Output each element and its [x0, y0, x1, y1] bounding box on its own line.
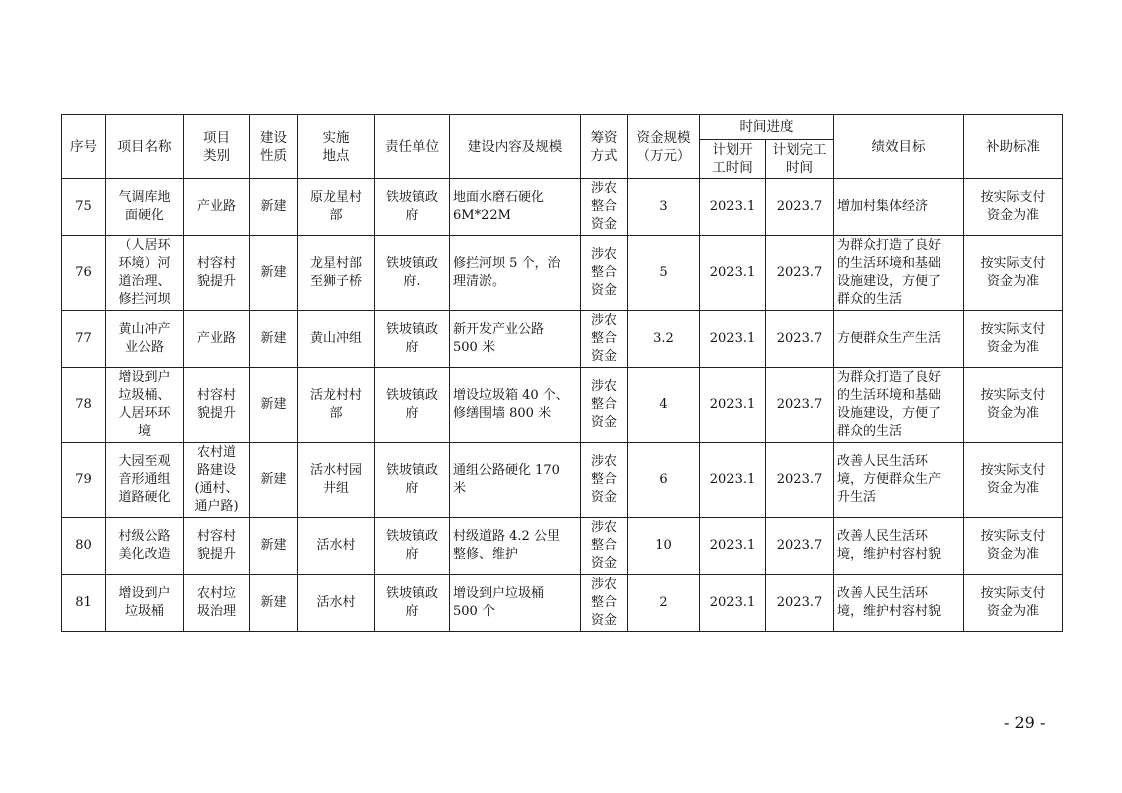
cell-nature: 新建 [250, 179, 298, 236]
cell-category: 农村道 路建设 (通村、 通户路) [184, 443, 250, 518]
cell-location: 黄山冲组 [298, 311, 375, 368]
cell-name: 村级公路 美化改造 [106, 518, 184, 575]
cell-index: 81 [62, 575, 106, 632]
header-nature: 建设 性质 [250, 115, 298, 179]
cell-category: 产业路 [184, 311, 250, 368]
cell-funding: 涉农 整合 资金 [581, 236, 628, 311]
cell-start: 2023.1 [700, 575, 766, 632]
cell-unit: 铁坡镇政 府 [375, 311, 450, 368]
cell-location: 原龙星村 部 [298, 179, 375, 236]
cell-category: 村容村 貌提升 [184, 236, 250, 311]
header-subsidy: 补助标准 [964, 115, 1063, 179]
cell-funding: 涉农 整合 资金 [581, 575, 628, 632]
cell-category: 农村垃 圾治理 [184, 575, 250, 632]
cell-content: 增设到户垃圾桶 500 个 [450, 575, 581, 632]
cell-amount: 6 [628, 443, 700, 518]
cell-goal: 为群众打造了良好 的生活环境和基础 设施建设，方便了 群众的生活 [834, 368, 964, 443]
cell-start: 2023.1 [700, 311, 766, 368]
cell-nature: 新建 [250, 368, 298, 443]
cell-location: 龙星村部 至狮子桥 [298, 236, 375, 311]
cell-index: 80 [62, 518, 106, 575]
cell-location: 活水村 [298, 575, 375, 632]
table-row [62, 179, 1063, 236]
cell-unit: 铁坡镇政 府 [375, 575, 450, 632]
header-location: 实施 地点 [298, 115, 375, 179]
header-end: 计划完工 时间 [766, 140, 834, 179]
table-row [62, 236, 1063, 311]
cell-subsidy: 按实际支付 资金为准 [964, 368, 1063, 443]
header-name: 项目名称 [106, 115, 184, 179]
table-body [62, 179, 1063, 632]
cell-funding: 涉农 整合 资金 [581, 443, 628, 518]
cell-index: 77 [62, 311, 106, 368]
cell-content: 通组公路硬化 170 米 [450, 443, 581, 518]
cell-subsidy: 按实际支付 资金为准 [964, 179, 1063, 236]
cell-end: 2023.7 [766, 575, 834, 632]
cell-nature: 新建 [250, 518, 298, 575]
cell-content: 增设垃圾箱 40 个、 修缮围墙 800 米 [450, 368, 581, 443]
cell-funding: 涉农 整合 资金 [581, 518, 628, 575]
cell-unit: 铁坡镇政 府 [375, 518, 450, 575]
cell-funding: 涉农 整合 资金 [581, 311, 628, 368]
cell-name: 气调库地 面硬化 [106, 179, 184, 236]
cell-start: 2023.1 [700, 368, 766, 443]
header-start: 计划开 工时间 [700, 140, 766, 179]
cell-content: 村级道路 4.2 公里 整修、维护 [450, 518, 581, 575]
cell-location: 活龙村村 部 [298, 368, 375, 443]
cell-amount: 2 [628, 575, 700, 632]
cell-amount: 10 [628, 518, 700, 575]
cell-index: 78 [62, 368, 106, 443]
cell-end: 2023.7 [766, 236, 834, 311]
header-funding: 筹资 方式 [581, 115, 628, 179]
cell-start: 2023.1 [700, 179, 766, 236]
cell-amount: 5 [628, 236, 700, 311]
cell-end: 2023.7 [766, 368, 834, 443]
cell-subsidy: 按实际支付 资金为准 [964, 236, 1063, 311]
cell-category: 产业路 [184, 179, 250, 236]
cell-end: 2023.7 [766, 179, 834, 236]
table-row [62, 311, 1063, 368]
header-unit: 责任单位 [375, 115, 450, 179]
cell-goal: 方便群众生产生活 [834, 311, 964, 368]
cell-unit: 铁坡镇政 府. [375, 236, 450, 311]
cell-category: 村容村 貌提升 [184, 518, 250, 575]
table-row [62, 575, 1063, 632]
cell-content: 地面水磨石硬化 6M*22M [450, 179, 581, 236]
header-schedule: 时间进度 [700, 115, 834, 140]
cell-category: 村容村 貌提升 [184, 368, 250, 443]
header-category: 项目 类别 [184, 115, 250, 179]
cell-name: 增设到户 垃圾桶 [106, 575, 184, 632]
cell-funding: 涉农 整合 资金 [581, 368, 628, 443]
header-row [62, 115, 1063, 140]
header-index: 序号 [62, 115, 106, 179]
project-table [61, 114, 1063, 632]
page-number: - 29 - [1004, 713, 1046, 732]
header-goal: 绩效目标 [834, 115, 964, 179]
header-content: 建设内容及规模 [450, 115, 581, 179]
table-row [62, 443, 1063, 518]
cell-location: 活水村园 井组 [298, 443, 375, 518]
cell-subsidy: 按实际支付 资金为准 [964, 443, 1063, 518]
cell-name: 增设到户 垃圾桶、 人居环环 境 [106, 368, 184, 443]
cell-end: 2023.7 [766, 443, 834, 518]
cell-end: 2023.7 [766, 311, 834, 368]
cell-unit: 铁坡镇政 府 [375, 368, 450, 443]
cell-index: 76 [62, 236, 106, 311]
table-row [62, 368, 1063, 443]
cell-amount: 3.2 [628, 311, 700, 368]
header-amount: 资金规模 （万元） [628, 115, 700, 179]
cell-end: 2023.7 [766, 518, 834, 575]
cell-start: 2023.1 [700, 518, 766, 575]
cell-index: 79 [62, 443, 106, 518]
cell-goal: 改善人民生活环 境，方便群众生产 升生活 [834, 443, 964, 518]
cell-start: 2023.1 [700, 236, 766, 311]
cell-amount: 4 [628, 368, 700, 443]
cell-goal: 改善人民生活环 境，维护村容村貌 [834, 575, 964, 632]
cell-name: 黄山冲产 业公路 [106, 311, 184, 368]
table-row [62, 518, 1063, 575]
cell-funding: 涉农 整合 资金 [581, 179, 628, 236]
cell-unit: 铁坡镇政 府 [375, 443, 450, 518]
cell-start: 2023.1 [700, 443, 766, 518]
cell-subsidy: 按实际支付 资金为准 [964, 311, 1063, 368]
cell-nature: 新建 [250, 311, 298, 368]
cell-subsidy: 按实际支付 资金为准 [964, 575, 1063, 632]
cell-content: 新开发产业公路 500 米 [450, 311, 581, 368]
cell-amount: 3 [628, 179, 700, 236]
cell-nature: 新建 [250, 236, 298, 311]
cell-content: 修拦河坝 5 个，治 理清淤。 [450, 236, 581, 311]
cell-goal: 改善人民生活环 境，维护村容村貌 [834, 518, 964, 575]
cell-name: 大园至观 音形通组 道路硬化 [106, 443, 184, 518]
cell-nature: 新建 [250, 575, 298, 632]
cell-location: 活水村 [298, 518, 375, 575]
cell-name: （人居环 环境）河 道治理、 修拦河坝 [106, 236, 184, 311]
cell-index: 75 [62, 179, 106, 236]
cell-goal: 为群众打造了良好 的生活环境和基础 设施建设，方便了 群众的生活 [834, 236, 964, 311]
cell-goal: 增加村集体经济 [834, 179, 964, 236]
cell-nature: 新建 [250, 443, 298, 518]
cell-subsidy: 按实际支付 资金为准 [964, 518, 1063, 575]
cell-unit: 铁坡镇政 府 [375, 179, 450, 236]
